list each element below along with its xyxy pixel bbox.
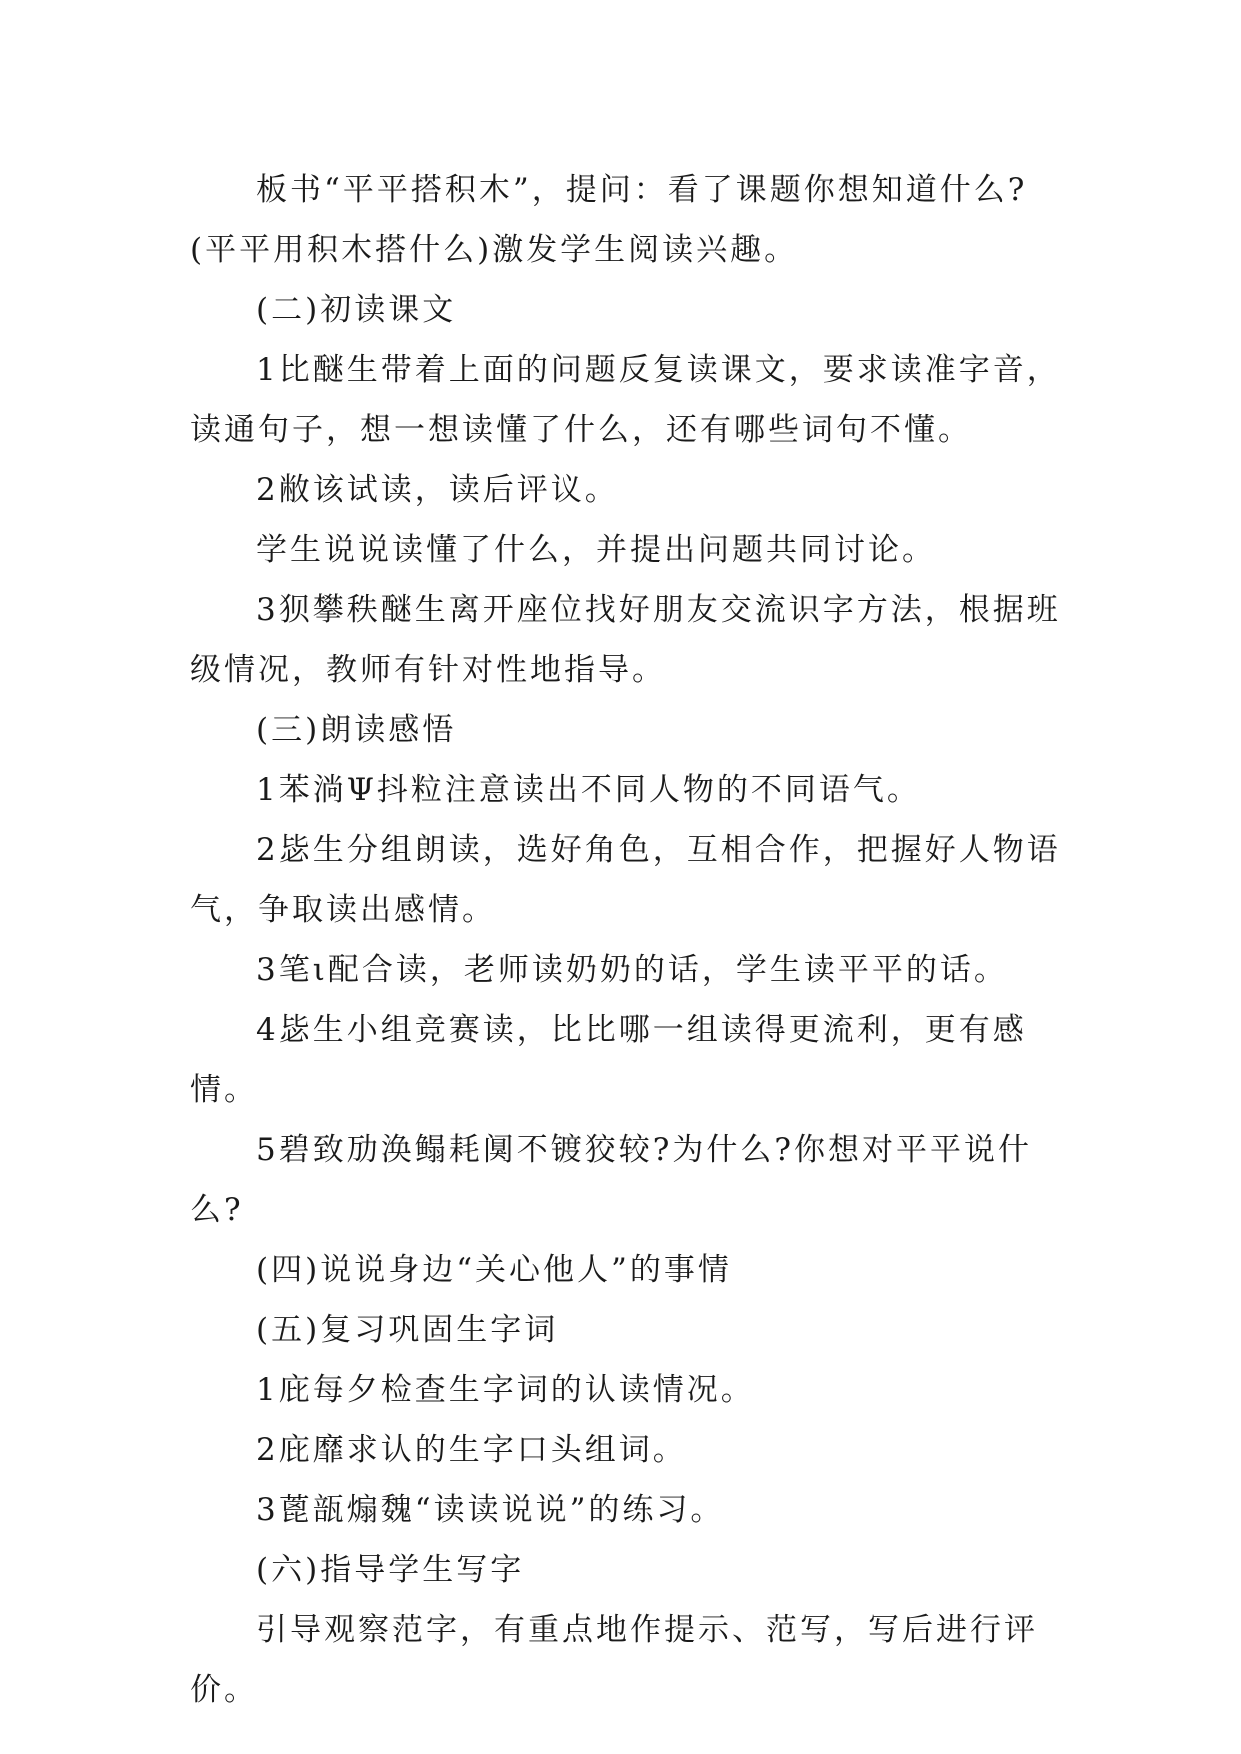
section-heading-3: (三)朗读感悟 <box>256 712 457 748</box>
document-page <box>190 160 1070 1720</box>
paragraph: 3蓖瓿煽魏“读读说说”的练习。 <box>256 1492 725 1528</box>
paragraph: 2毖生分组朗读，选好角色，互相合作，把握好人物语气，争取读出感情。 <box>190 832 1061 928</box>
paragraph: 4毖生小组竞赛读，比比哪一组读得更流利，更有感情。 <box>190 1012 1027 1108</box>
paragraph: 3笔ι配合读，老师读奶奶的话，学生读平平的话。 <box>256 952 1008 988</box>
section-heading-2: (二)初读课文 <box>256 292 457 328</box>
section-heading-4: (四)说说身边“关心他人”的事情 <box>256 1252 732 1288</box>
paragraph: 学生说说读懂了什么，并提出问题共同讨论。 <box>256 532 936 568</box>
paragraph-intro: 板书“平平搭积木”，提问：看了课题你想知道什么?(平平用积木搭什么)激发学生阅读兴趣。 <box>190 172 1028 268</box>
paragraph: 1比醚生带着上面的问题反复读课文，要求读准字音，读通句子，想一想读懂了什么，还有哪些词句不懂。 <box>190 352 1061 448</box>
paragraph: 引导观察范字，有重点地作提示、范写，写后进行评价。 <box>190 1612 1038 1708</box>
paragraph: 1苯淌Ψ抖粒注意读出不同人物的不同语气。 <box>256 772 921 808</box>
paragraph: 5碧致劢涣鳎耗阒不镀狡较?为什么?你想对平平说什么? <box>190 1132 1032 1228</box>
section-heading-5: (五)复习巩固生字词 <box>256 1312 559 1348</box>
paragraph: 3狈攀秩醚生离开座位找好朋友交流识字方法，根据班级情况，教师有针对性地指导。 <box>190 592 1061 688</box>
paragraph: 1庇每夕检查生字词的认读情况。 <box>256 1372 755 1408</box>
paragraph: 2敝该试读，读后评议。 <box>256 472 619 508</box>
paragraph: 2庇靡求认的生字口头组词。 <box>256 1432 687 1468</box>
section-heading-6: (六)指导学生写字 <box>256 1552 525 1588</box>
